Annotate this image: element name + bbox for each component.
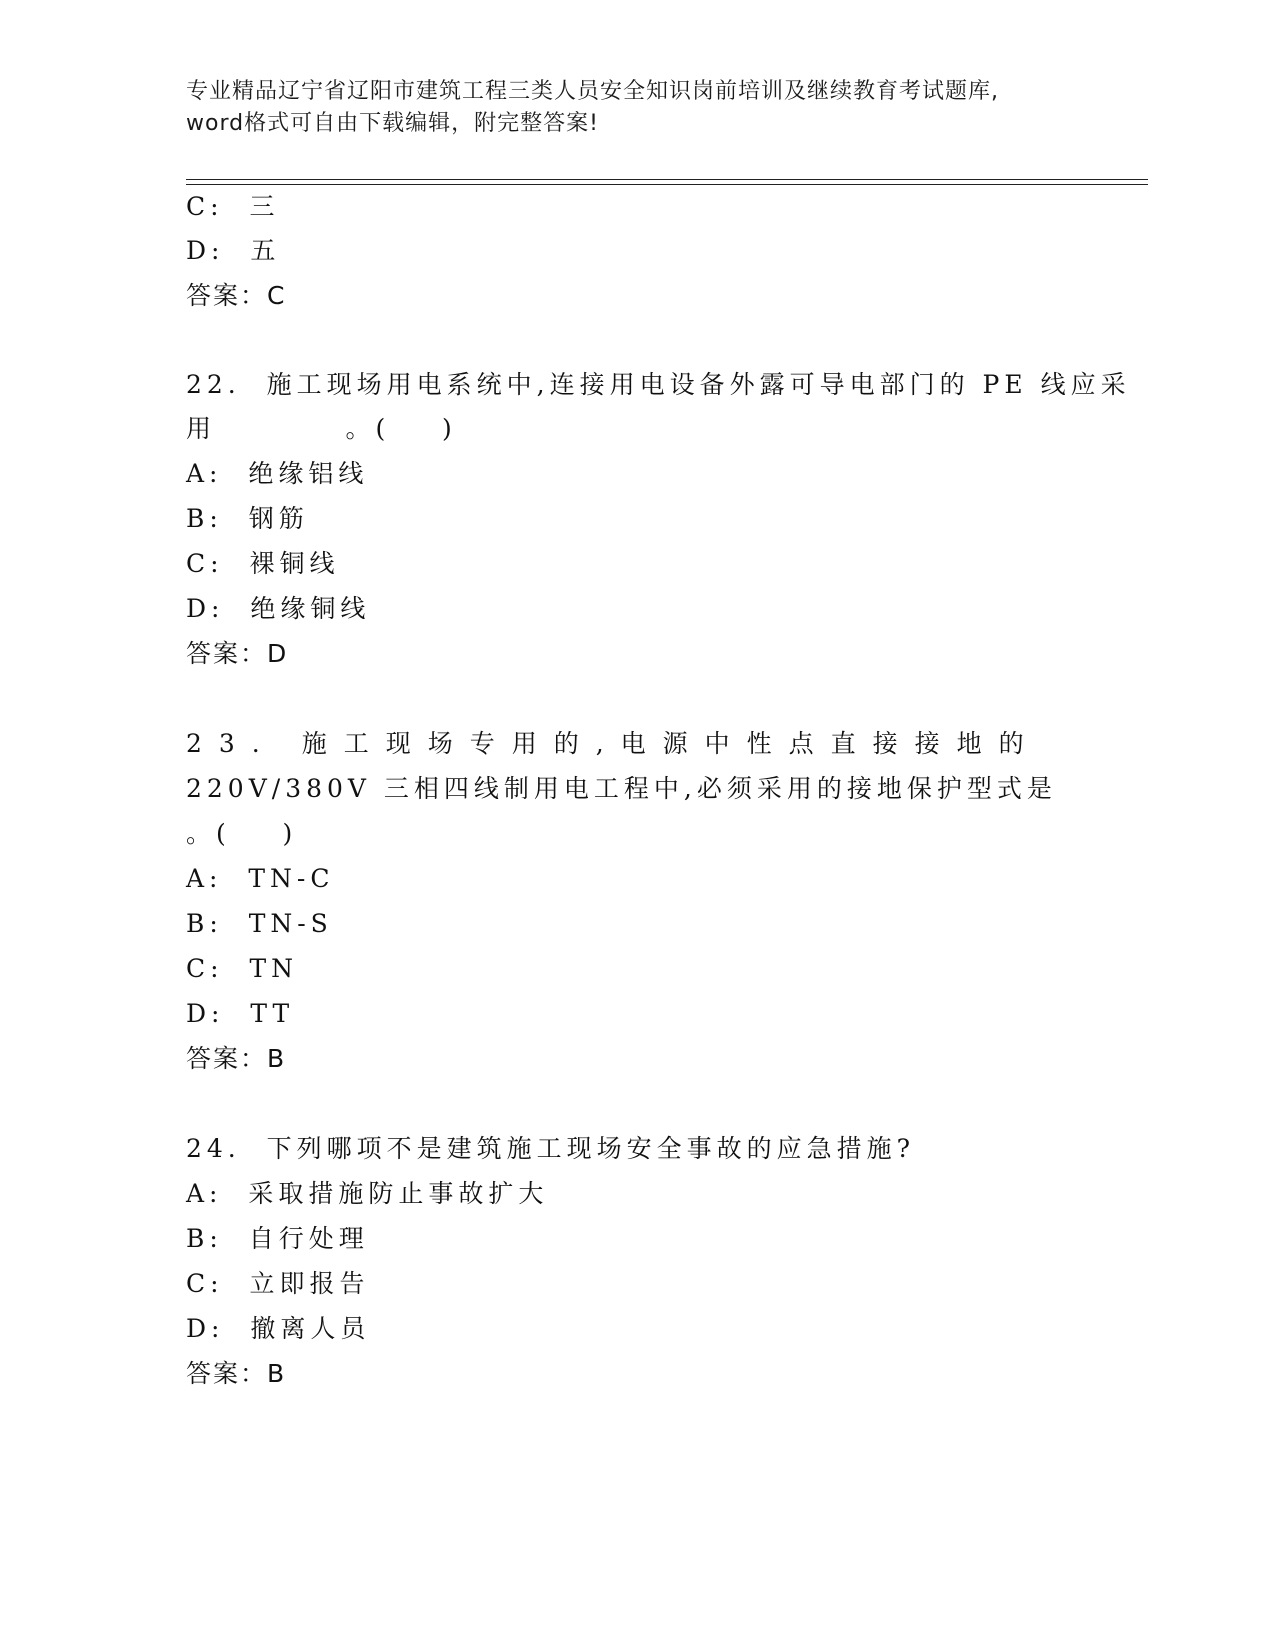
question-22-stem-line-1: 22. 施工现场用电系统中,连接用电设备外露可导电部门的 PE 线应采: [186, 370, 1131, 399]
question-23-option-d: D: TT: [186, 999, 295, 1028]
option-d-prev: D: 五: [186, 236, 281, 265]
question-24-option-a: A: 采取措施防止事故扩大: [186, 1179, 549, 1208]
document-header: [186, 76, 1086, 140]
question-24-option-b: B: 自行处理: [186, 1224, 369, 1253]
question-22-option-d: D: 绝缘铜线: [186, 594, 371, 623]
question-23-stem-line-3: 。( ): [186, 819, 298, 848]
header-divider-top: [186, 179, 1148, 180]
question-23-option-a: A: TN-C: [186, 864, 335, 893]
question-22-answer: 答案：D: [186, 639, 289, 668]
question-24-option-c: C: 立即报告: [186, 1269, 370, 1298]
question-23-option-b: B: TN-S: [186, 909, 333, 938]
header-divider-bottom: [186, 184, 1148, 185]
question-23-stem-line-2: 220V/380V 三相四线制用电工程中,必须采用的接地保护型式是: [186, 774, 1057, 803]
question-24-answer: 答案：B: [186, 1359, 287, 1388]
answer-prev: 答案：C: [186, 281, 287, 310]
header-title-line-1: 专业精品辽宁省辽阳市建筑工程三类人员安全知识岗前培训及继续教育考试题库,: [186, 79, 999, 104]
question-24-stem-line-1: 24. 下列哪项不是建筑施工现场安全事故的应急措施?: [186, 1134, 916, 1163]
question-24-option-d: D: 撤离人员: [186, 1314, 371, 1343]
question-23-answer: 答案：B: [186, 1044, 287, 1073]
question-22-option-b: B: 钢筋: [186, 504, 309, 533]
option-c-prev: C: 三: [186, 192, 280, 221]
question-22-option-a: A: 绝缘铝线: [186, 459, 369, 488]
header-title-line-2: word格式可自由下载编辑，附完整答案!: [186, 111, 599, 136]
question-22-stem-line-2: 用 。( ): [186, 414, 457, 443]
question-22-option-c: C: 裸铜线: [186, 549, 340, 578]
question-23-option-c: C: TN: [186, 954, 298, 983]
question-23-stem-line-1: 23. 施工现场专用的,电源中性点直接接地的: [186, 729, 1041, 758]
